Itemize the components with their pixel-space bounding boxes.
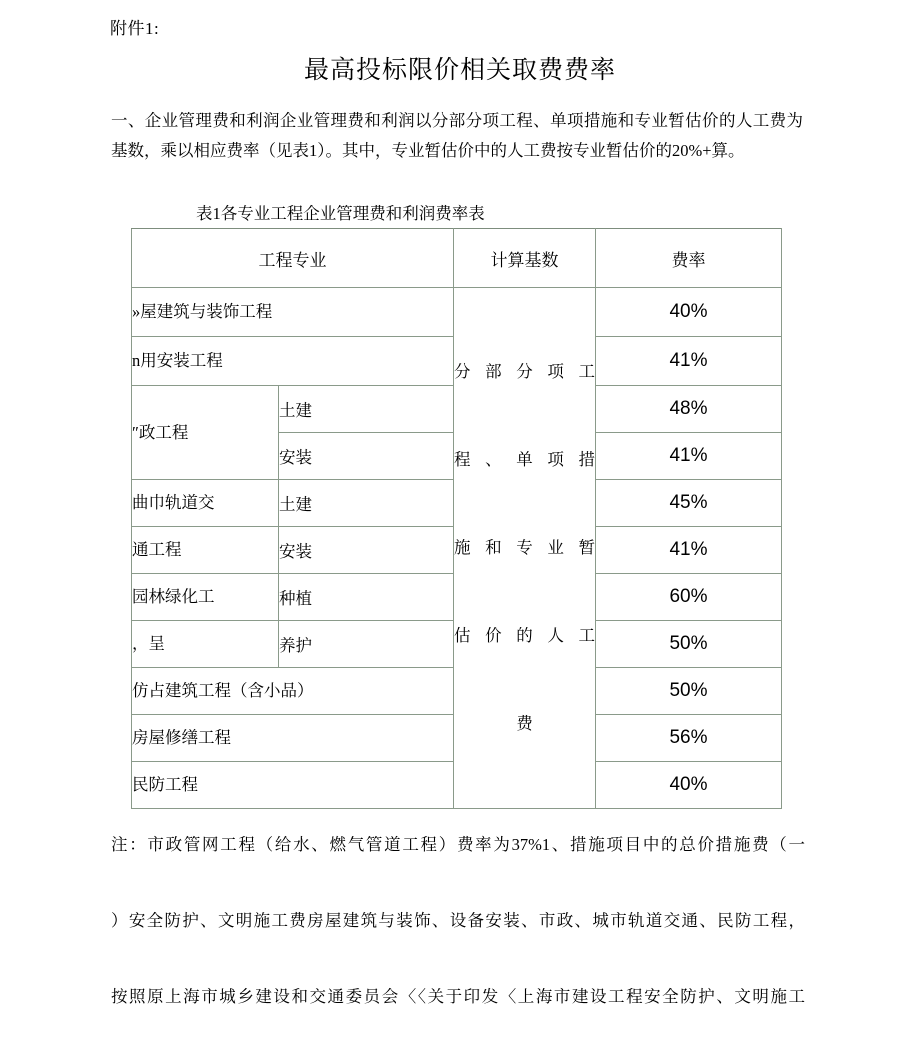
column-header-rate: 费率: [596, 229, 782, 288]
base-line: 估价的人工: [454, 626, 595, 645]
cell-major-profession: ，呈: [132, 621, 279, 668]
fee-rate-table: [131, 228, 782, 809]
footnote-line-3: 按照原上海市城乡建设和交通委员会〈〈关于印发〈上海市建设工程安全防护、文明施工: [111, 987, 805, 1006]
base-line: 程、单项措: [454, 450, 595, 469]
cell-rate-value: 40%: [596, 762, 782, 809]
cell-rate-value: 48%: [596, 386, 782, 433]
cell-major-profession: 曲巾轨道交: [132, 480, 279, 527]
cell-rate-value: 41%: [596, 527, 782, 574]
cell-sub-profession: 土建: [279, 480, 454, 527]
cell-major-profession: 民防工程: [132, 762, 454, 809]
attachment-label: 附件1:: [110, 19, 160, 38]
cell-major-profession: 通工程: [132, 527, 279, 574]
cell-rate-value: 41%: [596, 433, 782, 480]
cell-rate-value: 60%: [596, 574, 782, 621]
cell-sub-profession: 种植: [279, 574, 454, 621]
intro-paragraph: 一、企业管理费和利润企业管理费和利润以分部分项工程、单项措施和专业暂估价的人工费为基数，乘以相应费率（见表1）。其中，专业暂估价中的人工费按专业暂估价的20%+算。: [111, 111, 803, 160]
table-footnote: [111, 826, 805, 1054]
cell-major-profession: ″政工程: [132, 386, 279, 480]
table-header-row: [132, 229, 782, 288]
table-row: [132, 288, 782, 337]
cell-major-profession: »屋建筑与装饰工程: [132, 288, 454, 337]
base-line: 施和专业暂: [454, 538, 595, 557]
cell-major-profession: 园林绿化工: [132, 574, 279, 621]
column-header-base: 计算基数: [454, 229, 596, 288]
cell-rate-value: 50%: [596, 621, 782, 668]
cell-sub-profession: 安装: [279, 433, 454, 480]
page-title: 最高投标限价相关取费费率: [303, 57, 616, 84]
cell-sub-profession: 安装: [279, 527, 454, 574]
cell-rate-value: 45%: [596, 480, 782, 527]
base-line: 费: [516, 714, 533, 733]
cell-major-profession: n用安装工程: [132, 337, 454, 386]
cell-rate-value: 50%: [596, 668, 782, 715]
cell-major-profession: 房屋修缮工程: [132, 715, 454, 762]
footnote-line-2: ）安全防护、文明施工费房屋建筑与装饰、设备安装、市政、城市轨道交通、民防工程，: [111, 911, 805, 930]
cell-rate-value: 56%: [596, 715, 782, 762]
cell-sub-profession: 土建: [279, 386, 454, 433]
cell-rate-value: 40%: [596, 288, 782, 337]
cell-rate-value: 41%: [596, 337, 782, 386]
column-header-major: 工程专业: [132, 229, 454, 288]
cell-major-profession: 仿占建筑工程（含小品）: [132, 668, 454, 715]
footnote-line-1: 注：市政管网工程（给水、燃气管道工程）费率为37%1、措施项目中的总价措施费（一: [111, 835, 805, 854]
table-caption: 表1各专业工程企业管理费和利润费率表: [196, 204, 485, 223]
cell-sub-profession: 养护: [279, 621, 454, 668]
base-line: 分部分项工: [454, 362, 595, 381]
cell-calculation-base: [454, 288, 596, 809]
